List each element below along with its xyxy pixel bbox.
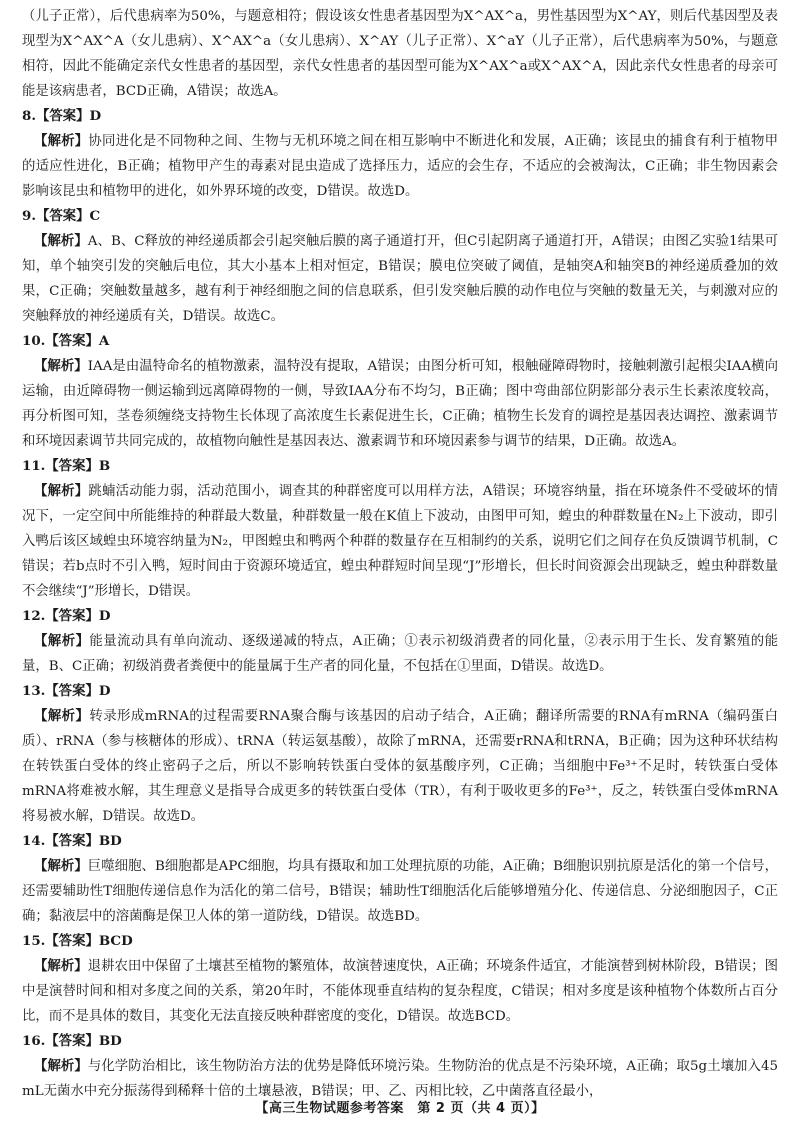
answer-answer: B — [98, 458, 111, 474]
analysis-paragraph — [22, 854, 778, 929]
analysis-label: 【解析】 — [34, 633, 90, 649]
analysis-label: 【解析】 — [34, 483, 89, 499]
answer-num: 9. — [22, 208, 36, 224]
question-item — [22, 929, 778, 1029]
question-item — [22, 829, 778, 929]
answer-num: 10. — [22, 333, 46, 349]
answer-line — [22, 204, 778, 229]
analysis-paragraph — [22, 479, 778, 604]
page-footer: 【高三生物试题参考答案 第 2 页（共 4 页）】 — [255, 1101, 545, 1116]
answer-line — [22, 104, 778, 129]
answer-line — [22, 604, 778, 629]
answer-answer-label: 【答案】 — [45, 933, 99, 949]
answer-line — [22, 1029, 778, 1054]
carryover-paragraph: （儿子正常），后代患病率为50%，与题意相符；假设该女性患者基因型为X^AX^a，男性基因型为X^AY，则后代基因型及表现型为X^AX^A（女儿患病）、X^AX^a（女儿患病）、X^AY（儿子正常）、X^aY（儿子正常），后代患病率为50%，与题意相符，因此不能确定亲代女性患者的基因型，亲代女性患者的基因型可能为X^AX^a或X^AX^A，因此亲代女性患者的母亲可能是该病患者，BCD正确，A错误；故选A。 — [22, 9, 778, 99]
analysis-label: 【解析】 — [34, 958, 88, 974]
answer-line — [22, 329, 778, 354]
answer-answer: C — [89, 208, 101, 224]
answer-answer: BCD — [98, 933, 133, 949]
analysis-label: 【解析】 — [34, 233, 88, 249]
question-item — [22, 604, 778, 679]
question-item — [22, 1029, 778, 1104]
analysis-label: 【解析】 — [34, 708, 90, 724]
analysis-paragraph — [22, 129, 778, 204]
answer-answer-label: 【答案】 — [35, 108, 90, 124]
answer-line — [22, 679, 778, 704]
answer-line — [22, 829, 778, 854]
answer-num: 16. — [22, 1033, 46, 1049]
analysis-label: 【解析】 — [34, 358, 88, 374]
analysis-label: 【解析】 — [34, 133, 89, 149]
answer-answer-label: 【答案】 — [35, 208, 90, 224]
analysis-paragraph — [22, 229, 778, 329]
analysis-text: 巨噬细胞、B细胞都是APC细胞，均具有摄取和加工处理抗原的功能，A正确；B细胞识别抗原是活化的第一个信号，还需要辅助性T细胞传递信息作为活化的第二信号，B错误；辅助性T细胞活化后能够增殖分化、传递信息、分泌细胞因子，C正确；黏液层中的溶菌酶是保卫人体的第一道防线，D错误。故选BD。 — [22, 859, 778, 924]
question-item — [22, 679, 778, 829]
answer-answer-label: 【答案】 — [45, 683, 99, 699]
analysis-paragraph — [22, 629, 778, 679]
question-item — [22, 104, 778, 204]
analysis-text: 退耕农田中保留了土壤甚至植物的繁殖体，故演替速度快，A正确；环境条件适宜，才能演替到树林阶段，B错误；图中是演替时间和相对多度之间的关系，第20年时，不能体现垂直结构的复杂程度，C错误；相对多度是该种植物个体数所占百分比，而不是具体的数目，其变化无法直接反映种群密度的变化，D错误。故选BCD。 — [22, 959, 778, 1024]
analysis-text: 与化学防治相比，该生物防治方法的优势是降低环境污染。生物防治的优点是不污染环境，A正确；取5g土壤加入45 mL无菌水中充分振荡得到稀释十倍的土壤悬液，B错误；甲、乙、丙相比较，乙中菌落直径最小， — [22, 1059, 778, 1099]
answer-line — [22, 454, 778, 479]
answer-line — [22, 929, 778, 954]
answer-answer-label: 【答案】 — [45, 833, 99, 849]
answer-answer-label: 【答案】 — [45, 333, 99, 349]
question-list — [22, 104, 778, 1104]
question-item — [22, 454, 778, 604]
question-item — [22, 329, 778, 454]
answer-num: 12. — [22, 608, 46, 624]
answer-answer-label: 【答案】 — [45, 608, 99, 624]
answer-num: 11. — [22, 458, 46, 474]
answer-answer: D — [89, 108, 102, 124]
analysis-text: 协同进化是不同物种之间、生物与无机环境之间在相互影响中不断进化和发展，A正确；该昆虫的捕食有利于植物甲的适应性进化，B正确；植物甲产生的毒素对昆虫造成了选择压力，适应的会生存，不适应的会被淘汰，C正确；非生物因素会影响该昆虫和植物甲的进化，如外界环境的改变，D错误。故选D。 — [22, 134, 779, 199]
analysis-text: 转录形成mRNA的过程需要RNA聚合酶与该基因的启动子结合，A正确；翻译所需要的RNA有mRNA（编码蛋白质）、rRNA（参与核糖体的形成）、tRNA（转运氨基酸），故除了mRNA，还需要rRNA和tRNA，B正确；因为这种环状结构在转铁蛋白受体的终止密码子之后，所以不影响转铁蛋白受体的氨基酸序列，C正确；当细胞中Fe³⁺不足时，转铁蛋白受体mRNA将难被水解，其生理意义是指导合成更多的转铁蛋白受体（TR），有利于吸收更多的Fe³⁺，反之，转铁蛋白受体mRNA将易被水解，D错误。故选D。 — [22, 709, 778, 824]
answer-answer: D — [98, 683, 111, 699]
answer-answer: BD — [98, 833, 122, 849]
question-item — [22, 204, 778, 329]
analysis-text: 跳蝻活动能力弱，活动范围小，调查其的种群密度可以用样方法，A错误；环境容纳量，指在环境条件不受破坏的情况下，一定空间中所能维持的种群最大数量，种群数量一般在K值上下波动，由图甲可知，蝗虫的种群数量在N₂上下波动，即引入鸭后该区域蝗虫环境容纳量为N₂，甲图蝗虫和鸭两个种群的数量存在互相制约的关系，说明它们之间存在负反馈调节机制，C错误；若b点时不引入鸭，短时间由于资源环境适宜，蝗虫种群短时间呈现“J”形增长，但长时间资源会出现缺乏，蝗虫种群数量不会继续“J”形增长，D错误。 — [22, 484, 779, 599]
answer-answer: D — [98, 608, 111, 624]
analysis-paragraph — [22, 704, 778, 829]
answer-num: 14. — [22, 833, 46, 849]
analysis-paragraph — [22, 354, 778, 454]
answer-num: 8. — [22, 108, 36, 124]
answer-answer: BD — [98, 1033, 122, 1049]
answer-num: 13. — [22, 683, 46, 699]
answer-num: 15. — [22, 933, 46, 949]
analysis-text: 能量流动具有单向流动、逐级递减的特点，A正确；①表示初级消费者的同化量，②表示用于生长、发育繁殖的能量，B、C正确；初级消费者粪便中的能量属于生产者的同化量，不包括在①里面，D错误。故选D。 — [22, 634, 778, 674]
answer-answer-label: 【答案】 — [45, 1033, 99, 1049]
answer-answer-label: 【答案】 — [45, 458, 99, 474]
answer-answer: A — [98, 333, 110, 349]
analysis-label: 【解析】 — [34, 1058, 88, 1074]
analysis-text: A、B、C释放的神经递质都会引起突触后膜的离子通道打开，但C引起阴离子通道打开，A错误；由图乙实验1结果可知，单个轴突引发的突触后电位，其大小基本上相对恒定，B错误；膜电位突破了阈值，是轴突A和轴突B的神经递质叠加的效果，C正确；突触数量越多，越有利于神经细胞之间的信息联系，但引发突触后膜的动作电位与突触的数量无关，与刺激对应的突触释放的神经递质有关，D错误。故选C。 — [22, 234, 778, 324]
analysis-label: 【解析】 — [34, 858, 88, 874]
analysis-paragraph — [22, 954, 778, 1029]
analysis-text: IAA是由温特命名的植物激素，温特没有提取，A错误；由图分析可知，根触碰障碍物时，接触刺激引起根尖IAA横向运输，由近障碍物一侧运输到远离障碍物的一侧，导致IAA分布不均匀，B正确；图中弯曲部位阴影部分表示生长素浓度较高，再分析图可知，茎卷须缠绕支持物生长体现了高浓度生长素促进生长，C正确；植物生长发育的调控是基因表达调控、激素调节和环境因素调节共同完成的，故植物向触性是基因表达、激素调节和环境因素参与调节的结果，D正确。故选A。 — [22, 359, 778, 449]
